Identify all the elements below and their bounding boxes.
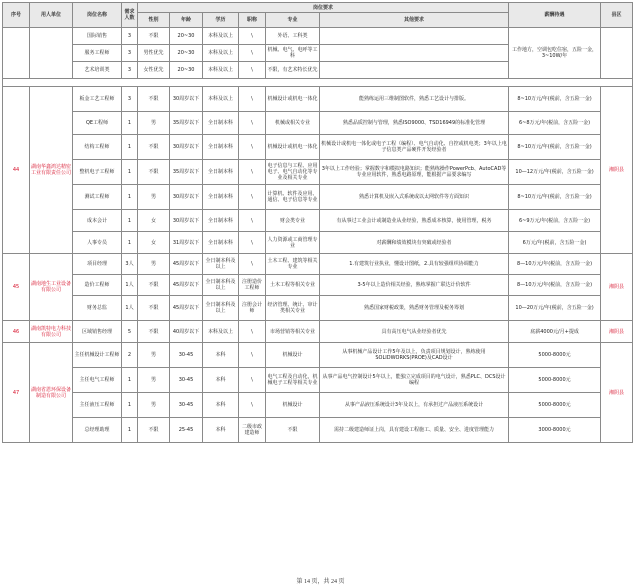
table-row: 47 湖南省恩环保设备制造有限公司 主任机械设计工程师 2 男 30-45 本科 \ 机械设计 从事机械产品设计工作5年及以上，负责项目规划设计，熟练使用SOLIDWORKS(PROE)及CAD设计 5000-8000元 湘阴县 [3, 343, 633, 368]
salary-cell: 工作地方，空调包吃住宿，五险一金，3~10W/年 [509, 28, 601, 79]
recruitment-table [2, 2, 633, 443]
table-row: 44 湖南华鑫鸿达精密工业有限责任公司 板金工艺工程师 3 不限 30周岁以下 本科及以上 \ 机械设计或机电一体化 能熟练运用三维制图软件，熟悉工艺设计与排版。 8~10万元/年(税前，含五险一金) 湘阴县 [3, 87, 633, 112]
table-row: 服务工程师 3 男性优先 20~30 本科及以上 \ 机械、电气、电呼等工科 [3, 45, 633, 62]
employer-name: 湖南省恩环保设备制造有限公司 [30, 343, 73, 443]
table-row: 主任电气工程师 1 男 30-45 本科 \ 电气工程及自动化，机械电子工程等相关专业 从事产品电气控制设计5年以上，能独立完成项目的电气设计，熟悉PLC、DCS设计编程 5000-8000元 [3, 368, 633, 393]
table-row: 测试工程师 1 男 30周岁以下 全日制本科 \ 计算机、软件及应用、通信、电子信息等专业 熟悉计算机及嵌入式系统或以太网软件等方面知识 8~10万元/年(税前，含五险一金) [3, 185, 633, 210]
header-index: 序号 [3, 3, 30, 28]
employer-name: 湖南凯特电力科技有限公司 [30, 321, 73, 343]
table-row: 国际销售 3 不限 20~30 本科及以上 \ 外语、工科类 工作地方，空调包吃住宿，五险一金，3~10W/年 [3, 28, 633, 45]
table-row: 45 湖南地生工业设备有限公司 项目经理 3人 男 45周岁以下 全日制本科及以上 \ 土木工程、建筑等相关专业 1.有建筑行业执业，懂设计图纸，2.具有较强组织协调能力 8—10万元/年(税前，含五险一金) 湘阴县 [3, 254, 633, 275]
page-footer: 第 14 页，共 24 页 [296, 579, 345, 585]
region: 湘阴县 [601, 87, 633, 254]
table-row: QE工程师 1 男 35周岁以下 全日制本科 \ 机械或相关专业 熟悉品质控制与管理，熟悉ISO9000、TSD16949的标准化管理 6~8万元/年(税前，含五险一金) [3, 112, 633, 135]
table-row: 主任液压工程师 1 男 30-45 本科 \ 机械设计 从事产品液压系统设计3年及以上，有承担过产品液压系统设计 5000-8000元 [3, 393, 633, 418]
header-requirements: 岗位要求 [138, 3, 509, 13]
group-number: 47 [3, 343, 30, 443]
header-unit: 用人单位 [30, 3, 73, 28]
header-count: 需求人数 [122, 3, 138, 28]
header-title: 职称 [239, 13, 266, 28]
header-education: 学历 [203, 13, 239, 28]
table-row: 整机电子工程师 1 不限 35周岁以下 全日制本科 \ 电子信息与工程、应用电子、电气自动化等专业及相关专业 3年以上工作经验；掌握数字和模拟电路知识；能熟练操作PowerPcb、AutoCAD等专业应用软件，熟悉电路原理，能根据产品要求编写 10—12万元/年(税前，含五险一金) [3, 160, 633, 185]
header-salary: 薪酬待遇 [509, 3, 601, 28]
header-major: 专业 [266, 13, 320, 28]
group-number: 44 [3, 87, 30, 254]
group-number: 45 [3, 254, 30, 321]
employer-name: 湖南华鑫鸿达精密工业有限责任公司 [30, 87, 73, 254]
region: 湘阴县 [601, 343, 633, 443]
table-row: 造价工程师 1人 不限 45周岁以下 全日制本科及以上 注册造价工程师 土木工程等相关专业 3-5年以上造价相关经验，熟练掌握广联达计价软件 8—10万元/年(税前，含五险一金) [3, 275, 633, 296]
employer-name: 湖南地生工业设备有限公司 [30, 254, 73, 321]
header-position: 岗位名称 [73, 3, 122, 28]
table-row: 成本会计 1 女 30周岁以下 全日制本科 \ 财会类专业 有从事过工业会计或制造业从业经验，熟悉成本核算，使用管理，税务 6~9万元/年(税前，含五险一金) [3, 210, 633, 232]
header-other: 其他要求 [320, 13, 509, 28]
table-row: 财务总监 1人 不限 45周岁以下 全日制本科及以上 注册会计师 经济管理、统计、审计类相关专业 熟悉国家财税政策，熟悉财务管理及税务筹划 10—20万元/年(税前，含五险一金) [3, 296, 633, 321]
region: 湘阴县 [601, 254, 633, 321]
header-age: 年龄 [170, 13, 203, 28]
table-row: 46 湖南凯特电力科技有限公司 区域销售经理 5 不限 40周岁以下 本科及以上 \ 市场营销等相关专业 具有高压电气从业经验者优先 底薪4000元/月+提成 湘阴县 [3, 321, 633, 343]
region: 湘阴县 [601, 321, 633, 343]
table-row: 总经理助理 1 不限 25-45 本科 二级市政建造师 不限 需持二级建造师证上岗，具有建设工程施工、质量、安全、进度管理能力 3000-8000元 [3, 418, 633, 443]
table-row: 结构工程师 1 不限 30周岁以下 全日制本科 \ 机械设计或机电一体化 机械设计或机电一体化或电子工程（编程）、电气自动化、自控或机电类；3年以上电子信息类产品硬件开发经验者 8~10万元/年(税前，含五险一金) [3, 135, 633, 160]
table-row: 人事专员 1 女 31周岁以下 全日制本科 \ 人力资源或工商管理专业 对薪酬和绩效模块有突破或经验者 6万元/年(税前，含五险一金) [3, 232, 633, 254]
header-gender: 性别 [138, 13, 170, 28]
table-row: 艺术培训类 3 女性优先 20~30 本科及以上 \ 不限，有艺术特长优先 [3, 62, 633, 79]
header-region: 县区 [601, 3, 633, 28]
group-number: 46 [3, 321, 30, 343]
